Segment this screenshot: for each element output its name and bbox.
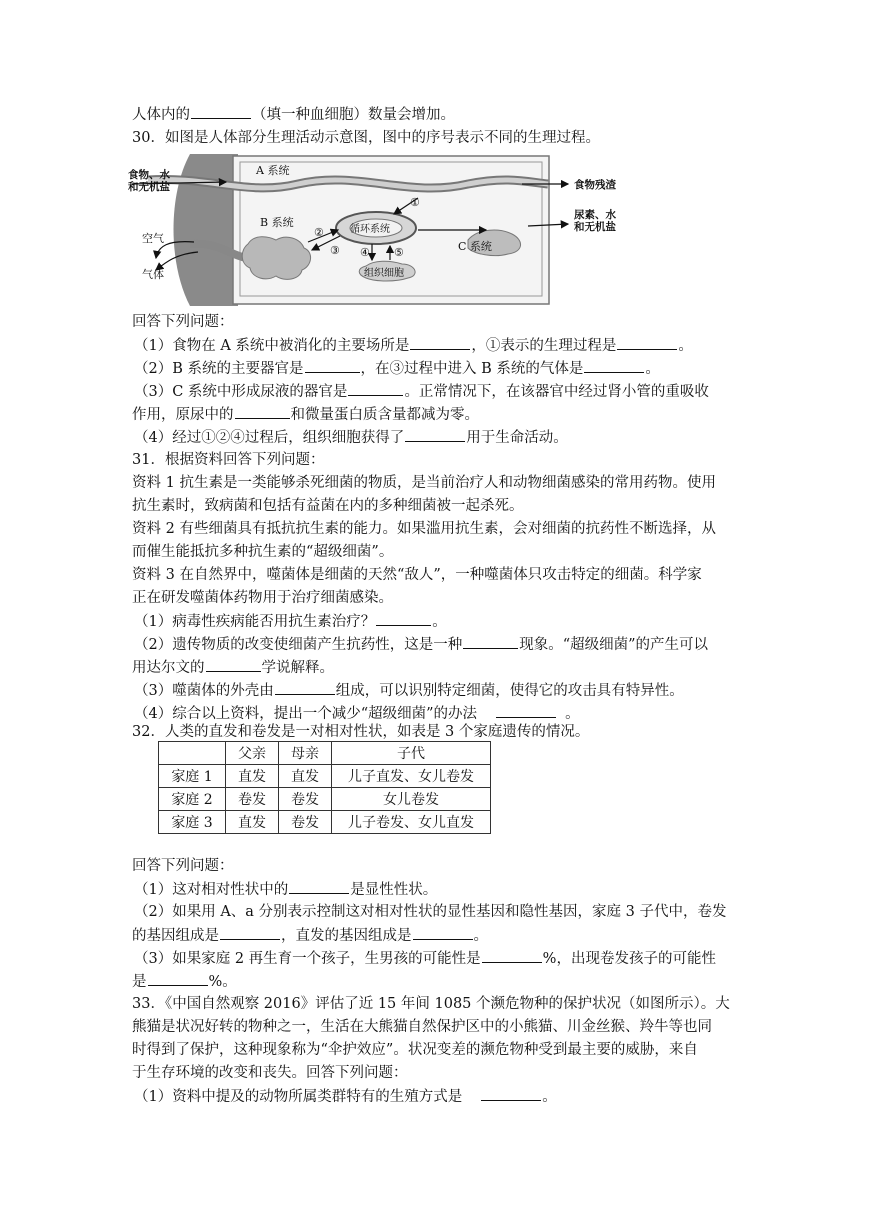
process-3-label: ③ <box>330 244 340 257</box>
table-cell: 家庭 1 <box>159 765 226 788</box>
question-31-2: （2）遗传物质的改变使细菌产生抗药性，这是一种 现象。“超级细菌”的产生可以 <box>134 634 708 655</box>
material-1-cont: 抗生素时，致病菌和包括有益菌在内的多种细菌被一起杀死。 <box>132 498 524 514</box>
answer-blank[interactable] <box>348 381 403 396</box>
question-32: 32．人类的直发和卷发是一对相对性状，如表是 3 个家庭遗传的情况。 <box>132 724 590 740</box>
b-system-label: B 系统 <box>260 216 294 229</box>
answer-blank[interactable] <box>410 335 470 350</box>
urine-label-1: 尿素、水 <box>574 209 616 221</box>
answer-blank[interactable] <box>289 879 349 894</box>
material-1: 资料 1 抗生素是一类能够杀死细菌的物质，是当前治疗人和动物细菌感染的常用药物。使用 <box>132 475 716 491</box>
answer-blank[interactable] <box>413 925 473 940</box>
question-32-1: （1）这对相对性状中的 是显性性状。 <box>134 879 437 900</box>
table-row <box>159 811 491 834</box>
answer-blank[interactable] <box>235 404 290 419</box>
answer-blank[interactable] <box>220 925 280 940</box>
answer-intro: 回答下列问题： <box>132 858 234 874</box>
answer-blank[interactable] <box>584 358 644 373</box>
question-32-2: （2）如果用 A、a 分别表示控制这对相对性状的显性基因和隐性基因，家庭 3 子代中，卷发 <box>134 904 727 920</box>
question-32-2-cont: 的基因组成是 ，直发的基因组成是 。 <box>132 925 488 946</box>
tissue-label: 组织细胞 <box>364 268 404 279</box>
table-header-cell: 母亲 <box>279 742 332 765</box>
process-2-label: ② <box>314 226 324 239</box>
food-residue-label: 食物残渣 <box>574 179 616 191</box>
question-31-3: （3）噬菌体的外壳由 组成，可以识别特定细菌，使得它的攻击具有特异性。 <box>134 680 684 701</box>
table-cell: 卷发 <box>279 811 332 834</box>
material-3: 资料 3 在自然界中，噬菌体是细菌的天然“敌人”，一种噬菌体只攻击特定的细菌。科学家 <box>132 567 702 583</box>
heredity-table <box>158 741 491 834</box>
c-system-label: C 系统 <box>458 240 492 253</box>
question-30-3: （3）C 系统中形成尿液的器官是 。正常情况下，在该器官中经过肾小管的重吸收 <box>134 381 709 402</box>
table-cell: 直发 <box>279 765 332 788</box>
lungs <box>242 237 310 280</box>
answer-blank[interactable] <box>376 611 431 626</box>
air-label: 空气 <box>142 232 164 245</box>
question-33-1: （1）资料中提及的动物所属类群特有的生殖方式是 。 <box>134 1086 557 1107</box>
table-cell: 儿子直发、女儿卷发 <box>332 765 491 788</box>
answer-blank[interactable] <box>405 427 465 442</box>
question-31-1: （1）病毒性疾病能否用抗生素治疗？ 。 <box>134 611 447 632</box>
table-cell: 家庭 3 <box>159 811 226 834</box>
question-32-3-cont: 是 %。 <box>132 971 237 992</box>
table-header-cell <box>159 742 226 765</box>
material-2: 资料 2 有些细菌具有抵抗抗生素的能力。如果滥用抗生素，会对细菌的抗药性不断选择，从 <box>132 521 716 537</box>
answer-blank[interactable] <box>496 703 556 718</box>
table-cell: 儿子卷发、女儿直发 <box>332 811 491 834</box>
text-line: 人体内的 （填一种血细胞）数量会增加。 <box>132 104 455 125</box>
process-5-label: ⑤ <box>394 246 404 259</box>
question-33: 33．《中国自然观察 2016》评估了近 15 年间 1085 个濒危物种的保护状况（如图所示）。大 <box>132 996 730 1012</box>
table-header-row <box>159 742 491 765</box>
answer-blank[interactable] <box>617 335 677 350</box>
question-33-cont: 时得到了保护，这种现象称为“伞护效应”。状况变差的濒危物种受到最主要的威胁，来自 <box>132 1042 698 1058</box>
answer-blank[interactable] <box>305 358 360 373</box>
question-33-cont: 熊猫是状况好转的物种之一，生活在大熊猫自然保护区中的小熊猫、川金丝猴、羚牛等也同 <box>132 1019 712 1035</box>
table-header-cell: 父亲 <box>226 742 279 765</box>
answer-blank[interactable] <box>481 1086 541 1101</box>
table-cell: 女儿卷发 <box>332 788 491 811</box>
question-30-1: （1）食物在 A 系统中被消化的主要场所是 ，①表示的生理过程是 。 <box>134 335 693 356</box>
question-33-cont: 于生存环境的改变和丧失。回答下列问题： <box>132 1065 408 1081</box>
answer-blank[interactable] <box>148 971 208 986</box>
question-30-4: （4）经过①②④过程后，组织细胞获得了 用于生命活动。 <box>134 427 568 448</box>
table-cell: 卷发 <box>226 788 279 811</box>
answer-blank[interactable] <box>463 634 518 649</box>
answer-intro: 回答下列问题： <box>132 314 234 330</box>
question-30-3-cont: 作用，原尿中的 和微量蛋白质含量都减为零。 <box>132 404 479 425</box>
material-3-cont: 正在研发噬菌体药物用于治疗细菌感染。 <box>132 590 393 606</box>
circulation-label: 循环系统 <box>350 224 390 235</box>
question-31: 31．根据资料回答下列问题： <box>132 452 325 468</box>
process-1-label: ① <box>410 196 420 209</box>
food-in-label-1: 食物、水 <box>128 169 170 181</box>
table-cell: 卷发 <box>279 788 332 811</box>
physiology-diagram <box>128 154 616 306</box>
question-31-4: （4）综合以上资料，提出一个减少“超级细菌”的办法 。 <box>134 703 580 724</box>
a-system-label: A 系统 <box>256 164 290 177</box>
urine-label-2: 和无机盐 <box>574 221 616 233</box>
answer-blank[interactable] <box>482 948 542 963</box>
question-32-3: （3）如果家庭 2 再生育一个孩子，生男孩的可能性是 %，出现卷发孩子的可能性 <box>134 948 716 969</box>
answer-blank[interactable] <box>206 657 261 672</box>
table-row <box>159 765 491 788</box>
table-cell: 直发 <box>226 765 279 788</box>
table-cell: 家庭 2 <box>159 788 226 811</box>
answer-blank[interactable] <box>275 680 335 695</box>
food-in-label-2: 和无机盐 <box>128 181 170 193</box>
table-header-cell: 子代 <box>332 742 491 765</box>
answer-blank[interactable] <box>191 104 251 119</box>
gas-label: 气体 <box>142 268 164 281</box>
table-cell: 直发 <box>226 811 279 834</box>
question-30: 30．如图是人体部分生理活动示意图，图中的序号表示不同的生理过程。 <box>132 130 600 146</box>
question-30-2: （2）B 系统的主要器官是 ，在③过程中进入 B 系统的气体是 。 <box>134 358 660 379</box>
table-row <box>159 788 491 811</box>
question-31-2-cont: 用达尔文的 学说解释。 <box>132 657 334 678</box>
material-2-cont: 而催生能抵抗多种抗生素的“超级细菌”。 <box>132 544 394 560</box>
process-4-label: ④ <box>360 246 370 259</box>
